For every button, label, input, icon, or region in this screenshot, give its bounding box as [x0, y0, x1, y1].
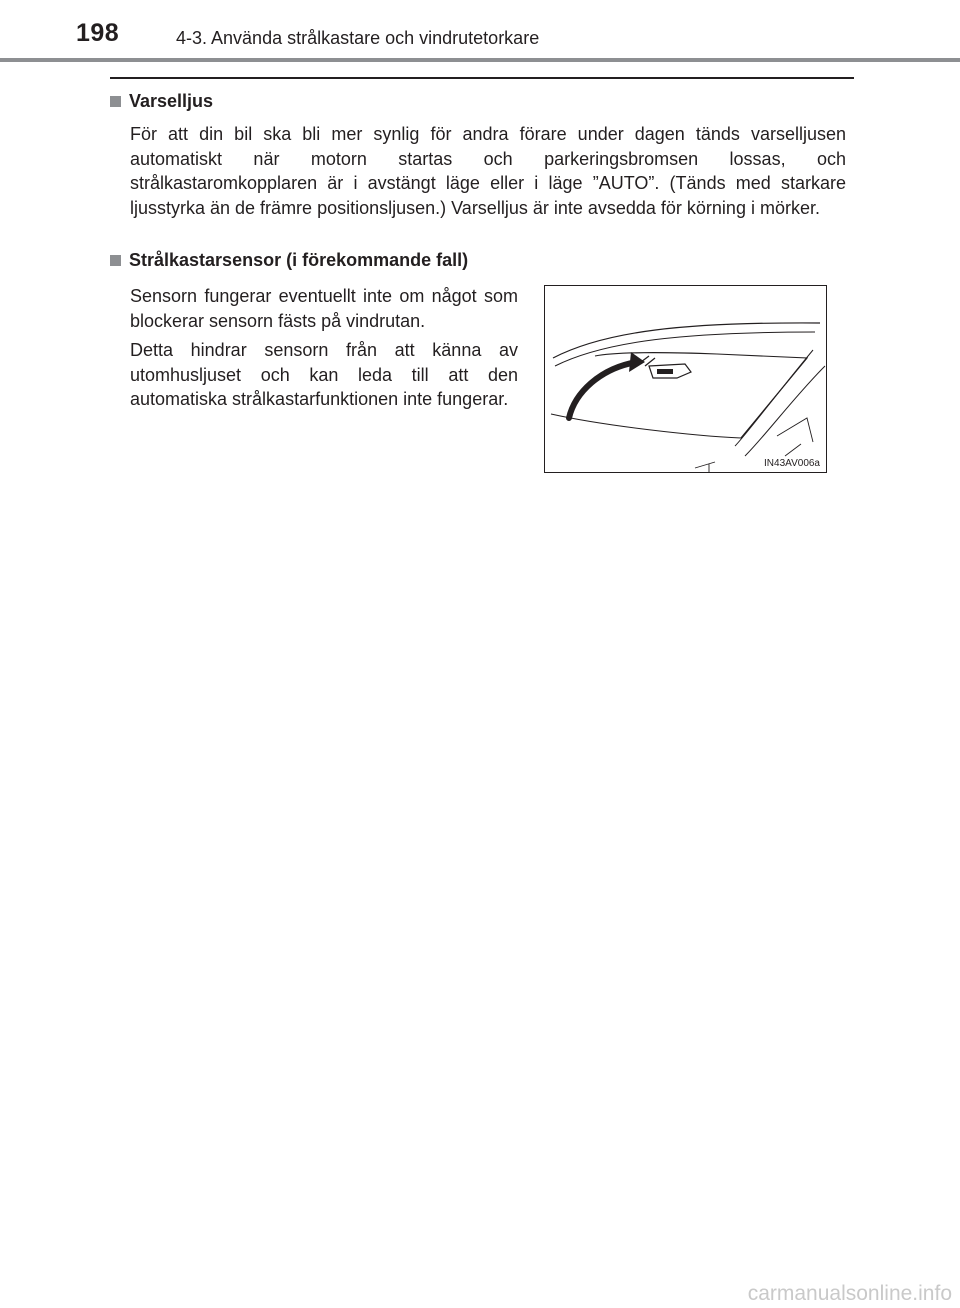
windshield-drawing — [545, 286, 826, 472]
page-header — [0, 0, 960, 64]
heading-text: Varselljus — [129, 91, 214, 111]
header-divider — [0, 58, 960, 62]
heading-text: Strålkastarsensor (i förekommande fall) — [129, 250, 469, 270]
figure-code: IN43AV006a — [764, 458, 820, 469]
paragraph-varselljus: För att din bil ska bli mer synlig för andra förare under dagen tänds varselljusen automatiskt när motorn startas och parkeringsbromsen lossas, och strålkastaromkopplaren är i avstängt läge eller i läge ”AUTO”. (Tänds med starkare ljusstyrka än de främre positionsljusen.) Varselljus är inte avsedda för körning i mörker. — [130, 124, 846, 218]
section-heading-varselljus — [110, 91, 213, 112]
paragraph-sensor-effect: Detta hindrar sensorn från att känna av utomhusljuset och kan leda till att den automatiska strålkastarfunktionen inte fungerar. — [130, 340, 518, 409]
paragraph-sensor-blocking: Sensorn fungerar eventuellt inte om något som blockerar sensorn fästs på vindrutan. — [130, 286, 518, 331]
page-number: 198 — [76, 19, 120, 47]
watermark: carmanualsonline.info — [747, 1282, 952, 1305]
square-bullet-icon — [110, 96, 121, 107]
section-heading-sensor — [110, 250, 468, 271]
section-divider — [110, 77, 854, 79]
chapter-title: 4-3. Använda strålkastare och vindrutetorkare — [176, 28, 540, 48]
windshield-sensor-illustration — [544, 285, 827, 473]
square-bullet-icon — [110, 255, 121, 266]
